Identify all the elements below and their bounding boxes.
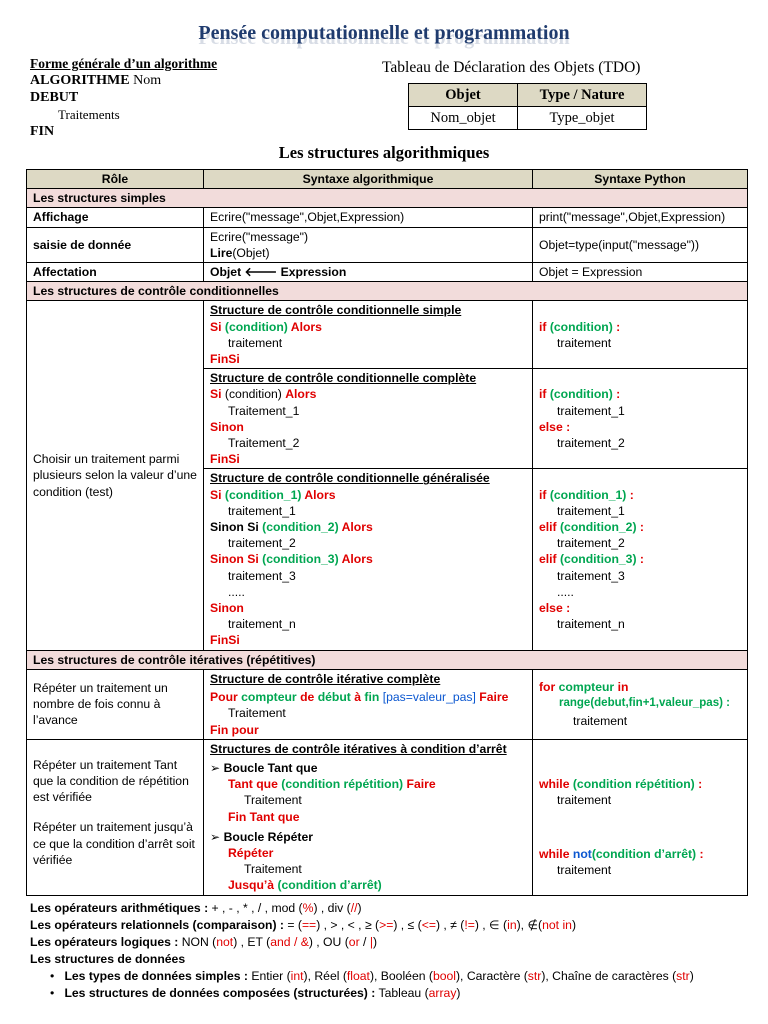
composite-types-line — [30, 985, 694, 1002]
rel-text: ), ∉( — [516, 918, 543, 932]
algo-saisie-line1: Ecrire("message") — [210, 229, 309, 244]
type-text: ), Caractère ( — [456, 969, 528, 983]
algo-iter-stop — [204, 739, 533, 895]
faire-keyword: Faire — [475, 690, 509, 705]
section-simple-label: Les structures simples — [27, 189, 748, 208]
debut-keyword: DEBUT — [30, 90, 79, 105]
condition-text: (condition) — [221, 319, 291, 334]
debut-text: début — [314, 690, 355, 705]
iter-complete-title: Structure de contrôle itérative complète — [210, 671, 441, 686]
py-cond-gen — [533, 469, 748, 650]
alors-keyword: Alors — [285, 387, 317, 402]
role-iter-stop — [27, 739, 204, 895]
py-if-keyword: if — [539, 387, 547, 402]
py-iter-complete — [533, 669, 748, 739]
py-saisie: Objet=type(input("message")) — [533, 227, 748, 262]
algo-cond-complete — [204, 369, 533, 469]
section-iter — [27, 650, 748, 669]
py-elif-keyword: elif — [539, 552, 557, 567]
boucle-tant-que-label: Boucle Tant que — [223, 760, 318, 775]
type-text: Tableau ( — [375, 986, 429, 1000]
py-traitement-1: traitement_1 — [557, 403, 625, 418]
condition-2: (condition_2) — [258, 520, 342, 535]
py-traitement-n: traitement_n — [557, 617, 625, 632]
fin-text: fin — [361, 690, 383, 705]
py-affectation: Objet = Expression — [533, 263, 748, 282]
condition-arret: (condition d’arrêt) — [274, 878, 382, 893]
iter-stop-title: Structures de contrôle itératives à condition d’arrêt — [210, 741, 507, 756]
repeter-keyword: Répéter — [228, 845, 274, 860]
rel-operators-line — [30, 917, 694, 934]
header-algo: Syntaxe algorithmique — [204, 170, 533, 189]
algo-iter-complete — [204, 669, 533, 739]
log-text: / — [359, 935, 370, 949]
jusqua-keyword: Jusqu’à — [228, 878, 275, 893]
log-text: ) , ET ( — [233, 935, 271, 949]
div-symbol: // — [350, 901, 358, 915]
or-symbol: or — [348, 935, 360, 949]
py-traitement: traitement — [573, 714, 628, 729]
py-cond-simple — [533, 301, 748, 369]
array-type: array — [428, 986, 457, 1000]
section-iter-label: Les structures de contrôle itératives (répétitives) — [27, 650, 748, 669]
traitement-text: traitement — [228, 335, 283, 350]
tdo-cell-type: Type_objet — [518, 107, 647, 130]
fin-keyword: FIN — [30, 124, 55, 139]
table-row — [27, 208, 748, 227]
tant-que-keyword: Tant que — [228, 777, 278, 792]
py-ellipsis: ..... — [557, 584, 574, 599]
traitement-3: traitement_3 — [228, 568, 296, 583]
rel-text: ) , ≤ ( — [393, 918, 422, 932]
operators-section — [30, 900, 694, 1002]
py-for-keyword: for — [539, 679, 556, 694]
traitement-text: Traitement — [244, 862, 302, 877]
traitement-text: Traitement — [244, 793, 302, 808]
pas-text: [pas=valeur_pas] — [382, 690, 476, 705]
str-type: str — [676, 969, 690, 983]
py-traitement-2: traitement_2 — [557, 436, 625, 451]
eq-symbol: == — [301, 918, 317, 932]
py-colon: : — [636, 520, 644, 535]
si-keyword: Si — [210, 319, 222, 334]
alors-keyword: Alors — [341, 520, 373, 535]
py-colon: : — [694, 776, 703, 791]
ne-symbol: != — [464, 918, 475, 932]
type-text: ), Chaîne de caractères ( — [541, 969, 677, 983]
traitement-text: Traitement — [228, 706, 286, 721]
section-cond — [27, 282, 748, 301]
role-tant-que: Répéter un traitement Tant que la condition de répétition est vérifiée — [33, 757, 189, 805]
type-text: ), Réel ( — [303, 969, 347, 983]
alors-keyword: Alors — [290, 319, 322, 334]
py-range: range(debut,fin+1,valeur_pas) : — [559, 697, 730, 710]
algo-affectation: Objet 🡐 Expression — [204, 263, 533, 282]
role-affichage: Affichage — [27, 208, 204, 227]
alors-keyword: Alors — [304, 487, 336, 502]
py-condition-arret: (condition d’arrêt) — [591, 847, 697, 862]
table-row — [27, 227, 748, 262]
de-keyword: de — [300, 690, 315, 705]
a-keyword: à — [354, 690, 362, 705]
traitement-1: traitement_1 — [228, 503, 296, 518]
table-row — [27, 301, 748, 369]
general-form-heading: Forme générale d’un algorithme — [30, 56, 218, 71]
not-in-symbol: not in — [542, 918, 572, 932]
traitement-1: Traitement_1 — [228, 403, 300, 418]
py-compteur: compteur — [555, 679, 618, 694]
sinon-keyword: Sinon — [210, 601, 244, 616]
algo-affichage: Ecrire("message",Objet,Expression) — [204, 208, 533, 227]
data-structures-label: Les structures de données — [30, 952, 186, 966]
py-colon: : — [636, 552, 644, 567]
log-label: Les opérateurs logiques : — [30, 935, 179, 949]
py-else-keyword: else : — [539, 601, 571, 616]
py-condition: (condition) — [546, 387, 613, 402]
traitements-text: Traitements — [58, 107, 120, 122]
condition-3: (condition_3) — [262, 552, 342, 567]
log-text: ) — [372, 935, 378, 949]
type-text: ), Booléen ( — [369, 969, 433, 983]
sinon-si-keyword: Sinon Si — [210, 552, 263, 567]
py-if-keyword: if — [539, 487, 547, 502]
tdo-header-objet: Objet — [409, 84, 518, 107]
type-text: ) — [456, 986, 461, 1000]
py-affichage: print("message",Objet,Expression) — [533, 208, 748, 227]
pour-keyword: Pour — [210, 690, 238, 705]
py-condition-repetition: (condition répétition) — [569, 776, 695, 791]
role-affectation: Affectation — [27, 263, 204, 282]
py-condition-1: (condition_1) — [546, 487, 627, 502]
composite-types-label: Les structures de données composées (structurées) : — [64, 986, 376, 1000]
condition-text: (condition) — [221, 387, 286, 402]
type-text: Entier ( — [248, 969, 291, 983]
role-saisie: saisie de donnée — [27, 227, 204, 262]
condition-repetition: (condition répétition) — [277, 777, 407, 792]
table-header-row — [27, 170, 748, 189]
compteur-text: compteur — [237, 690, 301, 705]
faire-keyword: Faire — [406, 777, 436, 792]
algorithme-name: Nom — [129, 73, 162, 88]
cond-gen-title: Structure de contrôle conditionnelle généralisée — [210, 471, 490, 486]
arrow-bullet-icon: ➢ — [210, 829, 224, 844]
py-traitement-1: traitement_1 — [557, 503, 625, 518]
ge-symbol: >= — [379, 918, 394, 932]
cond-complete-title: Structure de contrôle conditionnelle complète — [210, 371, 477, 386]
rel-text: = ( — [283, 918, 302, 932]
algo-cond-simple — [204, 301, 533, 369]
alors-keyword: Alors — [341, 552, 373, 567]
py-if-keyword: if — [539, 319, 547, 334]
bullet-icon: • — [50, 986, 65, 1000]
finsi-keyword: FinSi — [210, 452, 240, 467]
simple-types-label: Les types de données simples : — [64, 969, 248, 983]
si-keyword: Si — [210, 487, 222, 502]
bullet-icon: • — [50, 969, 65, 983]
traitement-n: traitement_n — [228, 617, 296, 632]
algo-cond-gen — [204, 469, 533, 650]
float-type: float — [346, 969, 370, 983]
structures-table — [26, 169, 748, 896]
log-operators-line — [30, 934, 694, 951]
py-colon: : — [612, 387, 621, 402]
rel-label: Les opérateurs relationnels (comparaison) : — [30, 918, 284, 932]
py-iter-stop — [533, 739, 748, 895]
py-colon: : — [612, 319, 621, 334]
log-text: NON ( — [178, 935, 217, 949]
rel-text: ) — [571, 918, 577, 932]
fin-tant-que-keyword: Fin Tant que — [228, 809, 300, 824]
arith-label: Les opérateurs arithmétiques : — [30, 901, 209, 915]
log-text: ) , OU ( — [308, 935, 349, 949]
py-not-keyword: not — [572, 847, 592, 862]
mod-symbol: % — [302, 901, 314, 915]
py-elif-keyword: elif — [539, 520, 557, 535]
fin-pour-keyword: Fin pour — [210, 722, 259, 737]
condition-1: (condition_1) — [221, 487, 305, 502]
py-traitement: traitement — [557, 863, 612, 878]
header-python: Syntaxe Python — [533, 170, 748, 189]
tdo-header-type: Type / Nature — [518, 84, 647, 107]
table-row — [27, 669, 748, 739]
simple-types-line — [30, 968, 694, 985]
tdo-cell-objet: Nom_objet — [409, 107, 518, 130]
role-repeter: Répéter un traitement jusqu’à ce que la condition d’arrêt soit vérifiée — [33, 820, 195, 867]
bool-type: bool — [432, 969, 456, 983]
algorithme-keyword: ALGORITHME — [30, 73, 130, 88]
le-symbol: <= — [421, 918, 436, 932]
finsi-keyword: FinSi — [210, 352, 240, 367]
py-condition-2: (condition_2) — [556, 520, 637, 535]
tdo-table — [408, 83, 647, 130]
py-else-keyword: else : — [539, 419, 571, 434]
type-text: ) — [689, 969, 694, 983]
py-colon: : — [626, 487, 634, 502]
page-title: Pensée computationnelle et programmation — [198, 22, 570, 44]
py-in-keyword: in — [617, 679, 629, 694]
section-simple — [27, 189, 748, 208]
section-cond-label: Les structures de contrôle conditionnelles — [27, 282, 748, 301]
int-type: int — [290, 969, 304, 983]
py-condition: (condition) — [546, 319, 613, 334]
table-row — [27, 263, 748, 282]
algo-saisie — [204, 227, 533, 262]
and-symbol: and / & — [270, 935, 309, 949]
role-iter: Répéter un traitement un nombre de fois connu à l’avance — [27, 669, 204, 739]
traitement-2: Traitement_2 — [228, 436, 300, 451]
py-traitement: traitement — [557, 792, 612, 807]
boucle-repeter-label: Boucle Répéter — [223, 829, 314, 844]
arrow-bullet-icon: ➢ — [210, 760, 224, 775]
table-row — [27, 739, 748, 895]
pipe-symbol: | — [369, 935, 373, 949]
not-symbol: not — [216, 935, 234, 949]
py-traitement-2: traitement_2 — [557, 536, 625, 551]
header-role: Rôle — [27, 170, 204, 189]
finsi-keyword: FinSi — [210, 633, 240, 648]
arith-text: ) , div ( — [313, 901, 351, 915]
cond-simple-title: Structure de contrôle conditionnelle simple — [210, 303, 462, 318]
py-traitement-3: traitement_3 — [557, 568, 625, 583]
py-while-keyword: while — [539, 776, 570, 791]
traitement-2: traitement_2 — [228, 536, 296, 551]
py-condition-3: (condition_3) — [556, 552, 637, 567]
rel-text: ) , ∈ ( — [474, 918, 508, 932]
py-while-keyword: while — [539, 847, 570, 862]
tdo-caption: Tableau de Déclaration des Objets (TDO) — [382, 59, 641, 76]
lire-arg: (Objet) — [232, 245, 270, 260]
structures-title: Les structures algorithmiques — [278, 143, 490, 162]
arith-operators-line — [30, 900, 694, 917]
sinon-keyword: Sinon — [210, 419, 244, 434]
ellipsis: ..... — [228, 584, 245, 599]
rel-text: ) , ≠ ( — [435, 918, 465, 932]
arith-text: ) — [357, 901, 362, 915]
arith-text: + , - , * , / , mod ( — [208, 901, 303, 915]
role-cond: Choisir un traitement parmi plusieurs selon la valeur d’une condition (test) — [27, 301, 204, 650]
in-symbol: in — [507, 918, 517, 932]
sinon-si-keyword: Sinon Si — [210, 520, 259, 535]
py-traitement: traitement — [557, 335, 612, 350]
si-keyword: Si — [210, 387, 222, 402]
rel-text: ) , > , < , ≥ ( — [316, 918, 380, 932]
str-type: str — [527, 969, 542, 983]
py-colon: : — [696, 847, 704, 862]
lire-keyword: Lire — [210, 245, 233, 260]
general-form — [30, 55, 217, 140]
py-cond-complete — [533, 369, 748, 469]
